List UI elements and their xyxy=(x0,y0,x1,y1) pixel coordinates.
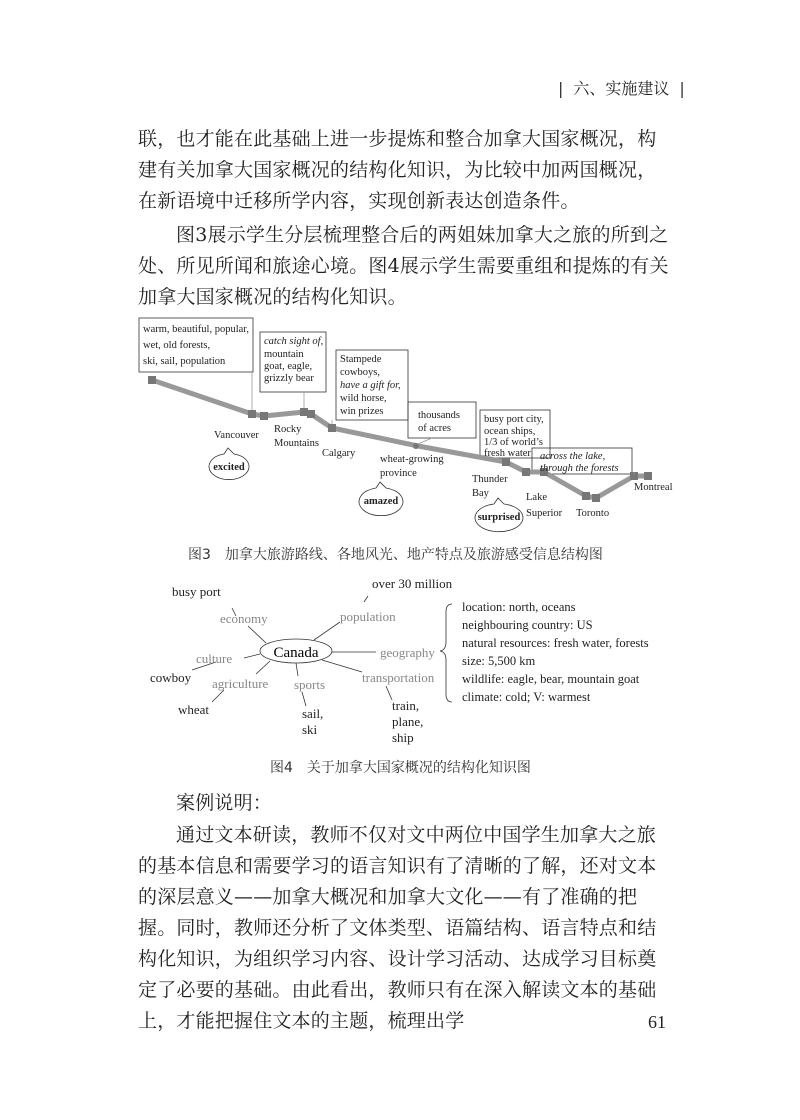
svg-text:busy port city, xyxy=(484,414,544,425)
thunder-info-line: ocean ships, xyxy=(484,426,536,437)
place-calgary: Calgary xyxy=(322,448,356,459)
svg-text:cowboys, xyxy=(340,367,380,378)
lake-info-line: through the forests xyxy=(540,463,619,474)
leaf-over-30-million: over 30 million xyxy=(372,576,453,591)
svg-text:across the lake, xyxy=(540,451,605,462)
place-wheat-growing: wheat-growing xyxy=(380,454,444,465)
figure-3-diagram xyxy=(136,312,696,540)
center-node-canada: Canada xyxy=(273,645,319,661)
svg-text:of acres xyxy=(418,423,451,434)
svg-text:fresh water xyxy=(484,448,531,459)
leaf-train: train, xyxy=(392,698,420,713)
svg-text:wet, old forests, xyxy=(143,340,210,351)
calgary-info-line: have a gift for, xyxy=(340,380,401,391)
leaf-sail: sail, xyxy=(302,706,324,721)
place-thunder: Thunder xyxy=(472,474,508,485)
paragraph-2: 图3展示学生分层梳理整合后的两姐妹加拿大之旅的所到之处、所见所闻和旅途心境。图4展示学生需要重组和提炼的有关加拿大国家概况的结构化知识。 xyxy=(138,224,669,308)
branch-transportation: transportation xyxy=(362,670,435,685)
geography-detail: wildlife: eagle, bear, mountain goat xyxy=(462,672,640,686)
geography-detail: natural resources: fresh water, forests xyxy=(462,636,649,650)
page-number: 61 xyxy=(648,1012,666,1032)
header-divider: | xyxy=(558,79,564,98)
thunder-info-line: busy port city, xyxy=(484,414,544,425)
svg-text:ski, sail, population xyxy=(143,356,226,367)
place-province: province xyxy=(380,468,417,479)
vancouver-info-line: wet, old forests, xyxy=(143,340,211,351)
calgary-info-line: win prizes xyxy=(340,406,384,417)
figure-4 xyxy=(136,574,676,758)
svg-text:grizzly bear xyxy=(264,373,314,384)
leaf-cowboy: cowboy xyxy=(150,670,192,685)
running-header xyxy=(548,76,695,99)
header-divider: | xyxy=(679,79,685,98)
brace xyxy=(440,604,452,702)
branch-culture: culture xyxy=(196,651,233,666)
branch-population: population xyxy=(340,609,396,624)
wheat-info-line: of acres xyxy=(418,423,451,434)
leaf-ski: ski xyxy=(302,722,318,737)
leaf-ship: ship xyxy=(392,730,414,745)
svg-text:wild horse, xyxy=(340,393,387,404)
figure-3 xyxy=(136,312,696,544)
branch-economy: economy xyxy=(220,611,268,626)
rocky-info-line: goat, eagle, xyxy=(264,361,313,372)
branch-geography: geography xyxy=(380,645,435,660)
lake-info-line: across the lake, xyxy=(540,451,606,462)
paragraph-1: 联，也才能在此基础上进一步提炼和整合加拿大国家概况，构建有关加拿大国家概况的结构化知识，为比较中加两国概况，在新语境中迁移所学内容，实现创新表达创造条件。 xyxy=(138,128,657,212)
svg-text:through the forests xyxy=(540,463,619,474)
svg-text:goat, eagle, xyxy=(264,361,312,372)
geography-detail: neighbouring country: US xyxy=(462,618,593,632)
feeling-excited: excited xyxy=(213,462,245,473)
vancouver-info-line: warm, beautiful, popular, xyxy=(143,324,250,335)
geography-detail: size: 5,500 km xyxy=(462,654,536,668)
rocky-info-line: catch sight of, xyxy=(264,336,324,347)
geography-detail: climate: cold; V: warmest xyxy=(462,690,591,704)
svg-text:1/3 of world’s xyxy=(484,437,543,448)
feeling-surprised: surprised xyxy=(477,512,521,523)
place-montreal: Montreal xyxy=(634,482,673,493)
place-toronto: Toronto xyxy=(576,508,610,519)
calgary-info-line: wild horse, xyxy=(340,393,387,404)
place-lake: Lake xyxy=(526,492,547,503)
wheat-info-line: thousands xyxy=(418,410,460,421)
leaf-busy-port: busy port xyxy=(172,584,221,599)
case-note-heading: 案例说明： xyxy=(176,792,273,814)
place-mountains: Mountains xyxy=(274,438,319,449)
thunder-info-line: fresh water xyxy=(484,448,531,459)
svg-text:Stampede xyxy=(340,354,382,365)
rocky-info-line: mountain xyxy=(264,349,304,360)
thunder-info-line: 1/3 of world’s xyxy=(484,437,543,448)
place-rocky: Rocky xyxy=(274,424,302,435)
calgary-info-line: Stampede xyxy=(340,354,382,365)
place-vancouver: Vancouver xyxy=(214,430,259,441)
header-section-title: 六、实施建议 xyxy=(573,79,670,98)
place-superior: Superior xyxy=(526,508,563,519)
figure-4-caption: 图4 关于加拿大国家概况的结构化知识图 xyxy=(270,760,531,776)
branch-agriculture: agriculture xyxy=(212,676,269,691)
geography-detail: location: north, oceans xyxy=(462,600,576,614)
branch-sports: sports xyxy=(294,677,326,692)
figure-3-caption: 图3 加拿大旅游路线、各地风光、地产特点及旅游感受信息结构图 xyxy=(188,547,603,563)
figure-4-mindmap xyxy=(136,574,676,754)
svg-text:thousands xyxy=(418,410,460,421)
rocky-info-line: grizzly bear xyxy=(264,373,314,384)
svg-text:ocean ships, xyxy=(484,426,535,437)
calgary-info-line: cowboys, xyxy=(340,367,380,378)
paragraph-4: 通过文本研读，教师不仅对文中两位中国学生加拿大之旅的基本信息和需要学习的语言知识有了清晰的了解，还对文本的深层意义——加拿大概况和加拿大文化——有了准确的把握。同时，教师还分析了文体类型、语篇结构、语言特点和结构化知识，为组织学习内容、设计学习活动、达成学习目标奠定了必要的基础。由此看出，教师只有在深入解读文本的基础上，才能把握住文本的主题，梳理出学 xyxy=(138,824,657,1032)
svg-text:win prizes xyxy=(340,406,383,417)
feeling-amazed: amazed xyxy=(363,496,399,507)
svg-text:warm, beautiful, popular, xyxy=(143,324,249,335)
svg-text:have a gift for, xyxy=(340,380,401,391)
vancouver-info-line: ski, sail, population xyxy=(143,356,226,367)
svg-text:mountain xyxy=(264,349,304,360)
leaf-wheat: wheat xyxy=(178,702,210,717)
svg-text:catch sight of, xyxy=(264,336,323,347)
leaf-plane: plane, xyxy=(392,714,424,729)
place-bay: Bay xyxy=(472,488,489,499)
